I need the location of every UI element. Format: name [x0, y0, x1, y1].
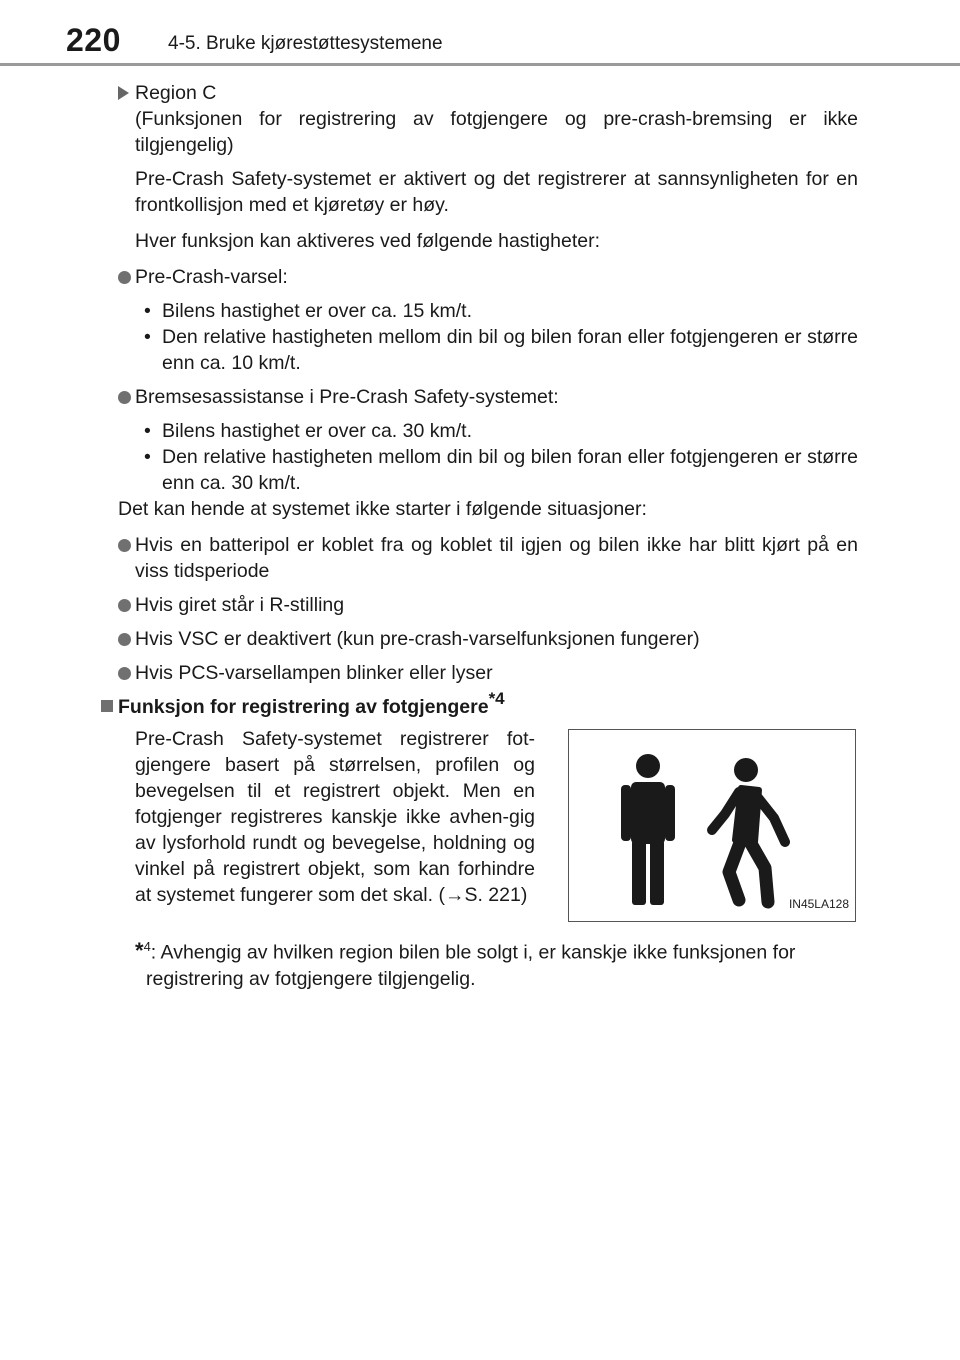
- warning-speed-list: [118, 298, 858, 376]
- list-item-brake: [118, 384, 858, 410]
- footnote-asterisk: *: [135, 937, 144, 963]
- situation-text: Hvis en batteripol er koblet fra og koblet til igjen og bilen ikke har blitt kjørt på en viss tidsperiode: [135, 534, 858, 582]
- standing-person-icon: [621, 754, 675, 905]
- list-item: [118, 592, 858, 618]
- round-bullet-icon: [118, 271, 131, 284]
- page-content: [118, 80, 858, 992]
- bullet-dot: •: [144, 326, 151, 348]
- situations-intro: Det kan hende at systemet ikke starter i følgende situasjoner:: [118, 498, 647, 520]
- page-number: 220: [66, 22, 121, 58]
- page-header: [0, 0, 960, 70]
- figure-code: IN45LA128: [788, 897, 849, 911]
- list-item: [144, 444, 858, 496]
- region-note: (Funksjonen for registrering av fotgjengere og pre-crash-bremsing er ikke tilgjengelig): [135, 108, 858, 156]
- walking-person-icon: [712, 758, 785, 902]
- speeds-intro: Hver funksjon kan aktiveres ved følgende hastigheter:: [135, 230, 601, 252]
- brake-speed-list: [118, 418, 858, 496]
- situation-text: Hvis giret står i R-stilling: [135, 594, 345, 616]
- brake-label: Bremsesassistanse i Pre-Crash Safety-systemet:: [135, 386, 559, 408]
- section-heading: [101, 688, 858, 720]
- list-item: [118, 532, 858, 584]
- round-bullet-icon: [118, 599, 131, 612]
- list-item: [118, 626, 858, 652]
- region-item: [118, 80, 858, 158]
- footnote-continuation: registrering av fotgjengere tilgjengelig.: [146, 967, 476, 990]
- list-item: [118, 660, 858, 686]
- triangle-bullet-icon: [118, 86, 129, 100]
- brake-speed-text: Bilens hastighet er over ca. 30 km/t.: [162, 420, 472, 442]
- footnote-number: 4: [143, 939, 151, 954]
- section-title: 4-5. Bruke kjørestøttesystemene: [168, 33, 443, 54]
- footnote-text: : Avhengig av hvilken region bilen ble solgt i, er kanskje ikke funksjonen for: [150, 941, 796, 964]
- situation-text: Hvis VSC er deaktivert (kun pre-crash-varselfunksjonen fungerer): [135, 628, 700, 650]
- footnote: [118, 934, 858, 992]
- round-bullet-icon: [118, 539, 131, 552]
- list-item-warning: [118, 264, 858, 290]
- heading-footnote-marker: *4: [488, 688, 505, 708]
- brake-speed-text: Den relative hastigheten mellom din bil og bilen foran eller fotgjengeren er større enn ca. 30 km/t.: [162, 446, 858, 494]
- heading-text: Funksjon for registrering av fotgjengere: [118, 696, 489, 718]
- square-bullet-icon: [101, 700, 113, 712]
- warning-speed-text: Bilens hastighet er over ca. 15 km/t.: [162, 300, 472, 322]
- header-divider: [0, 63, 960, 66]
- warning-label: Pre-Crash-varsel:: [135, 266, 288, 288]
- list-item: [144, 418, 858, 444]
- list-item: [144, 298, 858, 324]
- bullet-dot: •: [144, 300, 151, 322]
- round-bullet-icon: [118, 633, 131, 646]
- pedestrian-description: Pre-Crash Safety-systemet registrerer fot-gjengere basert på størrelsen, profilen og bevegelsen til et registrert objekt. Men en fotgjenger registreres kanskje ikke avhen-gig av lysforhold rundt og bevegelse, holdning og vinkel på registrert objekt, som kan forhindre at systemet fungerer som det skal. (→S. 221): [135, 728, 535, 906]
- pedestrian-block: [135, 726, 858, 922]
- situation-text: Hvis PCS-varsellampen blinker eller lyser: [135, 662, 493, 684]
- bullet-dot: •: [144, 446, 151, 468]
- round-bullet-icon: [118, 391, 131, 404]
- pedestrian-figure: [568, 729, 856, 922]
- bullet-dot: •: [144, 420, 151, 442]
- region-label: Region C: [135, 82, 217, 104]
- round-bullet-icon: [118, 667, 131, 680]
- warning-speed-text: Den relative hastigheten mellom din bil og bilen foran eller fotgjengeren er større enn ca. 10 km/t.: [162, 326, 858, 374]
- list-item: [144, 324, 858, 376]
- intro-paragraph: Pre-Crash Safety-systemet er aktivert og det registrerer at sannsynligheten for en frontkollisjon med et kjøretøy er høy.: [135, 168, 858, 216]
